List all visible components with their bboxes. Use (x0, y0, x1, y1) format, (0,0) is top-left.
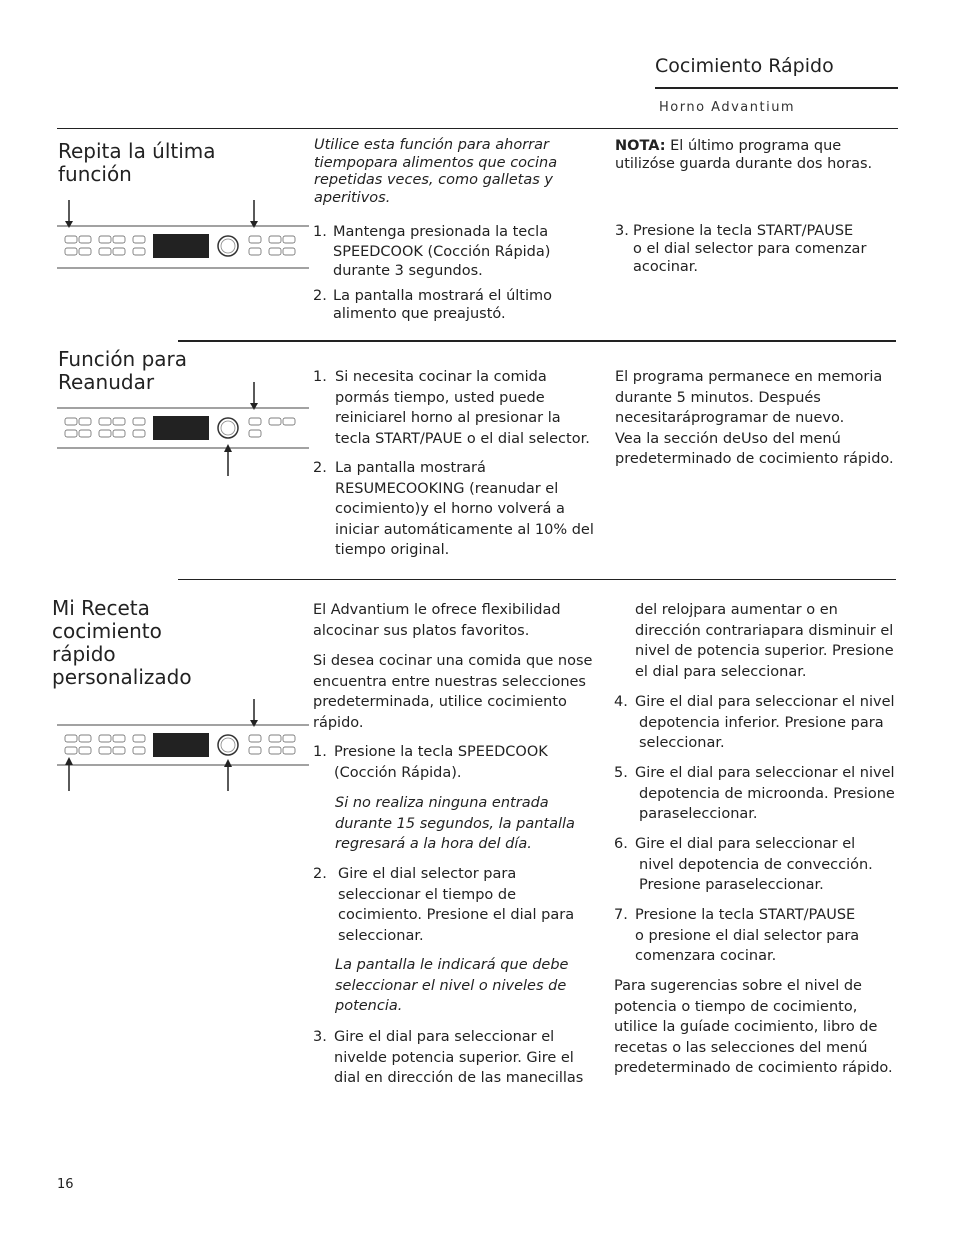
repeat-step-3: 3. Presione la tecla START/PAUSE o el dial selector para comenzar acocinar. (615, 223, 867, 275)
selector-dial-icon (218, 418, 238, 438)
custom-step-3: 3. Gire el dial para seleccionar el nivelde potencia superior. Gire el dial en dirección de las manecillas (313, 1029, 584, 1086)
resume-step-1: 1. Si necesita cocinar la comida pormás tiempo, usted puede reiniciarel horno al presionar la tecla START/PAUE o el dial selector. (313, 369, 590, 447)
repeat-step-1: 1. Mantenga presionada la tecla SPEEDCOOK (Cocción Rápida) durante 3 segundos. (313, 224, 551, 279)
repeat-step-2: 2. La pantalla mostrará el último alimento que preajustó. (313, 288, 553, 322)
arrow-right-icon (250, 200, 258, 228)
control-panel-diagram (57, 697, 309, 795)
control-panel-diagram (57, 380, 309, 480)
custom-step-2-note: La pantalla le indicará que debe seleccionar el nivel o niveles de potencia. (335, 957, 569, 1014)
resume-step-2: 2. La pantalla mostrará RESUMECOOKING (reanudar el cocimiento)y el horno volverá a iniciar automáticamente al 10% del tiempo original. (313, 460, 594, 558)
selector-dial-icon (218, 735, 238, 755)
arrow-left-icon (65, 200, 73, 228)
repeat-note: NOTA: El último programa que utilizóse guarda durante dos horas. (615, 138, 873, 172)
section-divider (57, 128, 898, 129)
arrow-down-icon (250, 382, 258, 410)
section-title-repeat: Repita la última función (58, 139, 216, 186)
display-screen (153, 416, 209, 440)
custom-p2: Si desea cocinar una comida que nose encuentra entre nuestras selecciones predeterminada, utilice cocimiento rápido. (313, 653, 593, 731)
resume-note: El programa permanece en memoria durante 5 minutos. Después necesitaráprogramar de nuevo. Vea la sección deUso del menú predeterminado de cocimiento rápido. (615, 369, 894, 467)
custom-step-7: 7. Presione la tecla START/PAUSE o presione el dial selector para comenzara cocinar. (614, 907, 860, 964)
custom-step-1: 1. Presione la tecla SPEEDCOOK (Cocción Rápida). (313, 744, 548, 781)
custom-step-6: 6. Gire el dial para seleccionar el nivel depotencia de convección. Presione paraseleccionar. (614, 836, 873, 893)
arrow-down-icon (250, 699, 258, 727)
custom-p1: El Advantium le ofrece flexibilidad alcocinar sus platos favoritos. (313, 602, 561, 639)
section-divider (178, 579, 896, 580)
page-subtitle: Horno Advantium (659, 100, 796, 115)
repeat-intro: Utilice esta función para ahorrar tiempopara alimentos que cocina repetidas veces, como galletas y aperitivos. (314, 137, 558, 206)
custom-step-5: 5. Gire el dial para seleccionar el nivel depotencia de microonda. Presione paraseleccionar. (614, 765, 895, 822)
arrow-up-icon (224, 759, 232, 791)
section-title-custom: Mi Receta cocimiento rápido personalizado (52, 596, 192, 689)
selector-dial-icon (218, 236, 238, 256)
custom-step-1-note: Si no realiza ninguna entrada durante 15 segundos, la pantalla regresará a la hora del día. (335, 795, 575, 852)
control-panel-diagram (57, 198, 309, 280)
display-screen (153, 234, 209, 258)
page-title: Cocimiento Rápido (655, 55, 834, 77)
arrow-up-icon (65, 757, 73, 791)
page-number: 16 (57, 1177, 74, 1192)
arrow-up-icon (224, 444, 232, 476)
display-screen (153, 733, 209, 757)
custom-step-3-continued: del relojpara aumentar o en dirección contrariapara disminuir el nivel de potencia superior. Presione el dial para seleccionar. (635, 602, 894, 680)
custom-step-2: 2. Gire el dial selector para seleccionar el tiempo de cocimiento. Presione el dial para seleccionar. (313, 866, 575, 944)
section-title-resume: Función para Reanudar (58, 347, 188, 394)
section-divider (178, 340, 896, 342)
custom-step-4: 4. Gire el dial para seleccionar el nivel depotencia inferior. Presione para seleccionar. (614, 694, 895, 751)
header-rule (655, 87, 898, 89)
custom-closing: Para sugerencias sobre el nivel de potencia o tiempo de cocimiento, utilice la guíade cocimiento, libro de recetas o las selecciones del menú predeterminado de cocimiento rápido. (614, 978, 893, 1076)
